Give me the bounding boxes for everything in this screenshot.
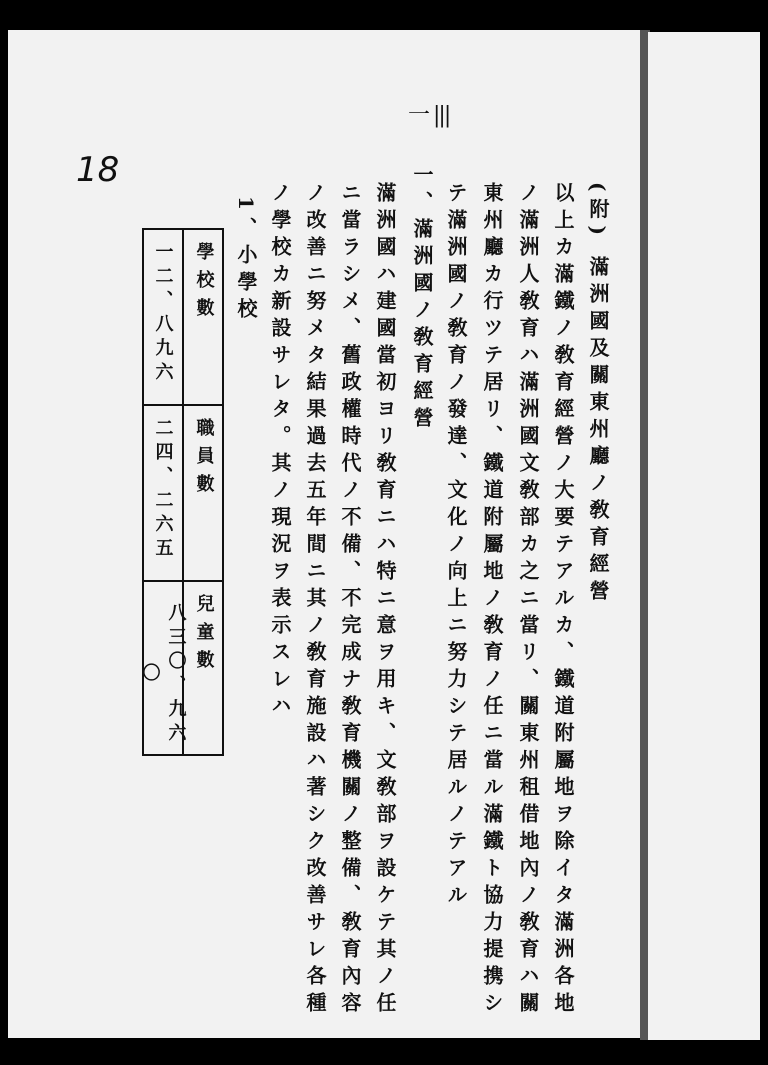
table-header: 兒童數 <box>193 594 215 678</box>
page-number: 一 ||| <box>408 103 450 128</box>
text-line: ノ改善ニ努メタ結果過去五年間ニ其ノ敎育施設ハ著シク改善サレ各種 <box>303 182 327 1019</box>
heading-line: (附) 滿洲國及關東州廳ノ敎育經營 <box>586 182 610 607</box>
text-line: 東州廳カ行ツテ居リ、鐵道附屬地ノ敎育ノ任ニ當ル滿鐵ト協力提携シ <box>480 182 504 1019</box>
text-line: ノ滿洲人敎育ハ滿洲國文敎部カ之ニ當リ、關東州租借地內ノ敎育ハ關 <box>516 182 540 1019</box>
table-header: 職員數 <box>193 418 215 502</box>
section-heading: 一、滿洲國ノ敎育經營 <box>410 164 434 434</box>
text-line: テ滿洲國ノ敎育ノ發達、文化ノ向上ニ努力シテ居ルノテアル <box>444 182 468 911</box>
text-line: ノ學校カ新設サレタ。其ノ現況ヲ表示スレハ <box>268 182 292 722</box>
school-stats-table <box>139 228 224 756</box>
table-cell: 一二、八九六 <box>152 242 174 386</box>
table-column <box>142 228 224 404</box>
table-column <box>139 580 224 756</box>
table-cell: 八三〇、九六〇 <box>139 603 187 747</box>
folio-mark: 18 <box>76 150 120 190</box>
table-header: 學校數 <box>193 242 215 326</box>
facing-page-edge <box>648 32 760 1040</box>
table-column <box>142 404 224 580</box>
text-line: 滿洲國ハ建國當初ヨリ敎育ニハ特ニ意ヲ用キ、文敎部ヲ設ケテ其ノ任 <box>373 182 397 1019</box>
text-line: ニ當ラシメ、舊政權時代ノ不備、不完成ナ敎育機關ノ整備、敎育內容 <box>338 182 362 1019</box>
subsection-heading: 1、小學校 <box>234 196 258 325</box>
text-line: 以上カ滿鐵ノ敎育經營ノ大要テアルカ、鐵道附屬地ヲ除イタ滿洲各地 <box>551 182 575 1019</box>
table-cell: 二四、二六五 <box>152 418 174 562</box>
